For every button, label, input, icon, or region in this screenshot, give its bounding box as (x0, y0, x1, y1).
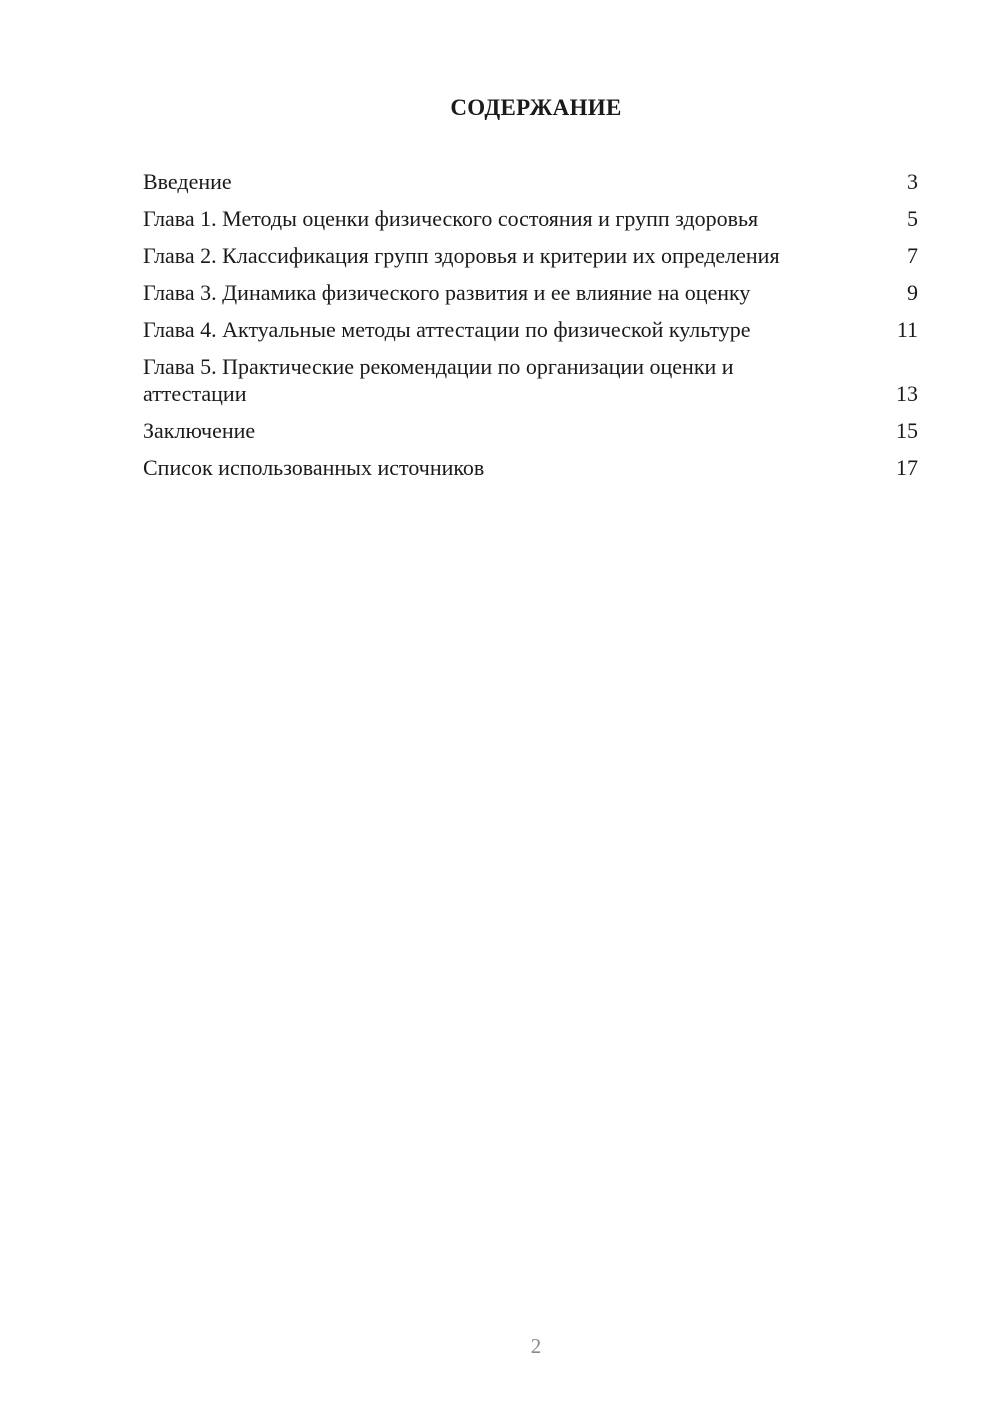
toc-entry-page: 9 (907, 280, 918, 305)
toc-entry-chapter-5[interactable] (143, 353, 918, 407)
toc-entry-conclusion[interactable] (143, 417, 918, 444)
toc-entry-title: Список использованных источников (143, 455, 485, 480)
toc-entry-title: Глава 2. Классификация групп здоровья и критерии их определения (143, 243, 780, 268)
toc-entry-references[interactable] (143, 454, 918, 481)
toc-entry-title: Глава 3. Динамика физического развития и ее влияние на оценку (143, 280, 751, 305)
toc-entry-page: 5 (907, 206, 918, 231)
toc-entry-title: Глава 1. Методы оценки физического состояния и групп здоровья (143, 206, 759, 231)
page-number: 2 (530, 1334, 542, 1358)
toc-entry-title: Глава 4. Актуальные методы аттестации по физической культуре (143, 317, 751, 342)
toc-entry-title: Введение (143, 169, 232, 194)
table-of-contents (143, 168, 918, 491)
toc-entry-page: 17 (896, 455, 918, 480)
toc-entry-chapter-3[interactable] (143, 279, 918, 306)
toc-entry-page: 13 (896, 381, 918, 406)
toc-heading: СОДЕРЖАНИЕ (450, 95, 622, 120)
toc-entry-page: 11 (896, 317, 918, 342)
toc-entry-page: 15 (896, 418, 918, 443)
toc-entry-title: Глава 5. Практические рекомендации по организации оценки и аттестации (143, 354, 734, 406)
toc-entry-chapter-2[interactable] (143, 242, 918, 269)
toc-entry-page: 3 (907, 169, 918, 194)
toc-entry-title: Заключение (143, 418, 256, 443)
toc-entry-chapter-4[interactable] (143, 316, 918, 343)
toc-entry-page: 7 (907, 243, 918, 268)
toc-entry-introduction[interactable] (143, 168, 918, 195)
toc-entry-chapter-1[interactable] (143, 205, 918, 232)
